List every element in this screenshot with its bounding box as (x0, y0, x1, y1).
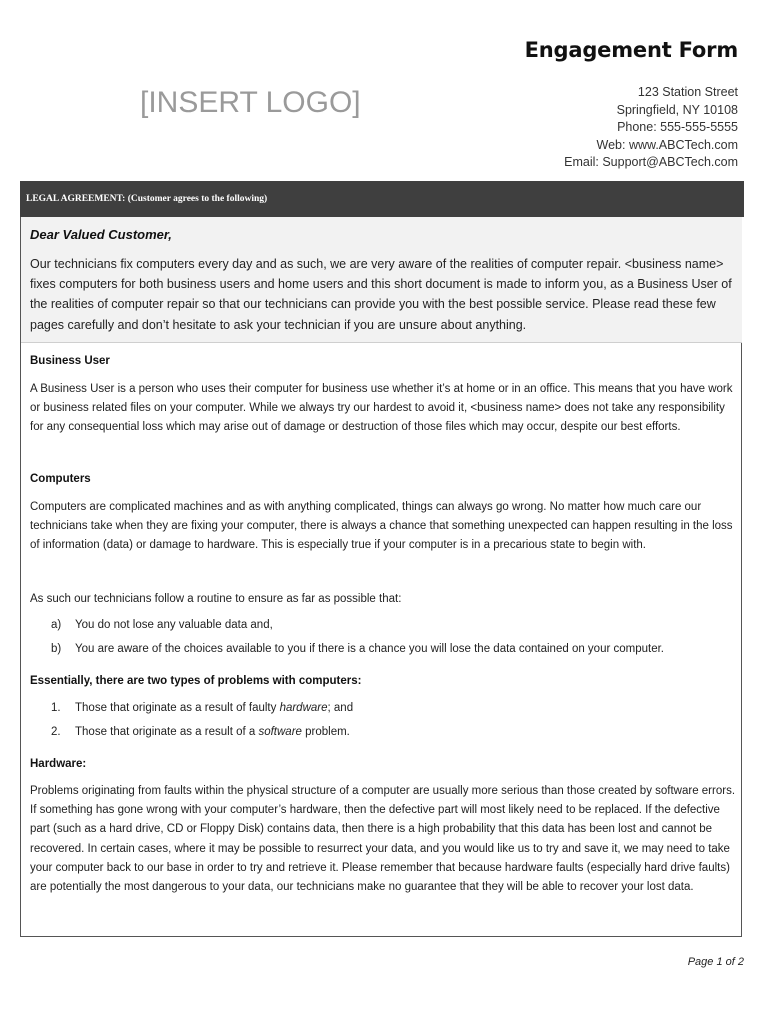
list-marker: a) (51, 619, 62, 631)
address-phone: Phone: 555-555-5555 (617, 120, 738, 134)
list-text-after: problem. (301, 726, 350, 738)
list-marker: 1. (51, 702, 61, 714)
address-street: 123 Station Street (637, 85, 738, 99)
document-title: Engagement Form (524, 38, 738, 62)
business-user-heading: Business User (30, 355, 110, 367)
computers-paragraph: Computers are complicated machines and as with anything complicated, things can always go wrong. No matter how much care our technicians take when they are fixing your computer, there is always a chance that something unexpected can happen resulting in the loss of information (data) or damage to hardware. This is especially true if your computer is in a precarious state to begin with. (30, 501, 733, 552)
intro-paragraph: Our technicians fix computers every day and as such, we are very aware of the realities of computer repair. <business name> fixes computers for both business users and home users and this short document is made to inform you, as a Business User of the realities of computer repair so that our technicians can provide you with the best possible service. Please read these few pages carefully and don’t hesitate to ask your technician if you are unsure about anything. (30, 257, 732, 332)
address-web: Web: www.ABCTech.com (596, 137, 738, 152)
company-address (564, 84, 738, 172)
greeting: Dear Valued Customer, (30, 227, 172, 242)
logo-placeholder: [INSERT LOGO] (140, 86, 361, 119)
business-user-paragraph: A Business User is a person who uses their computer for business use whether it’s at home or in an office. This means that you have work or business related files on your computer. While we always try our hardest to avoid it, <business name> does not take any responsibility for any consequential loss which may arise out of damage or destruction of those files which may occur, despite our best efforts. (30, 383, 733, 434)
computers-heading: Computers (30, 473, 91, 485)
list-item-text (75, 724, 350, 740)
page-number: Page 1 of 2 (687, 956, 744, 968)
list-item-text: You do not lose any valuable data and, (75, 619, 273, 631)
list-text-after: ; and (327, 702, 354, 714)
list-text-before: Those that originate as a result of faulty (75, 702, 280, 714)
address-city: Springfield, NY 10108 (616, 102, 738, 117)
list-text-emphasis: software (258, 726, 302, 738)
list-item-text: You are aware of the choices available to you if there is a chance you will lose the data contained on your computer. (75, 643, 664, 655)
list-marker: 2. (51, 726, 61, 738)
list-marker: b) (51, 643, 62, 655)
routine-intro: As such our technicians follow a routine to ensure as far as possible that: (30, 593, 402, 605)
list-item-text (75, 700, 353, 716)
address-email: Email: Support@ABCTech.com (564, 155, 738, 169)
hardware-heading: Hardware: (30, 758, 87, 770)
list-text-before: Those that originate as a result of a (75, 726, 259, 738)
hardware-paragraph: Problems originating from faults within the physical structure of a computer are usually more serious than those created by software errors. If something has gone wrong with your computer’s hardware, then the defective part will most likely need to be replaced. If the defective part (such as a hard drive, CD or Floppy Disk) contains data, then there is a high probability that this data has been lost and cannot be recovered. In certain cases, where it may be possible to resurrect your data, and you would like us to try and save it, we may need to take your computer back to our base in order to try and retrieve it. Please remember that because hardware faults (especially hard drive faults) are potentially the most dangerous to your data, our technicians make no guarantee that they will be able to recover your lost data. (30, 785, 736, 894)
legal-agreement-bar: LEGAL AGREEMENT: (Customer agrees to the following) (20, 181, 744, 217)
problems-heading: Essentially, there are two types of problems with computers: (30, 675, 362, 687)
list-text-emphasis: hardware (279, 702, 328, 714)
